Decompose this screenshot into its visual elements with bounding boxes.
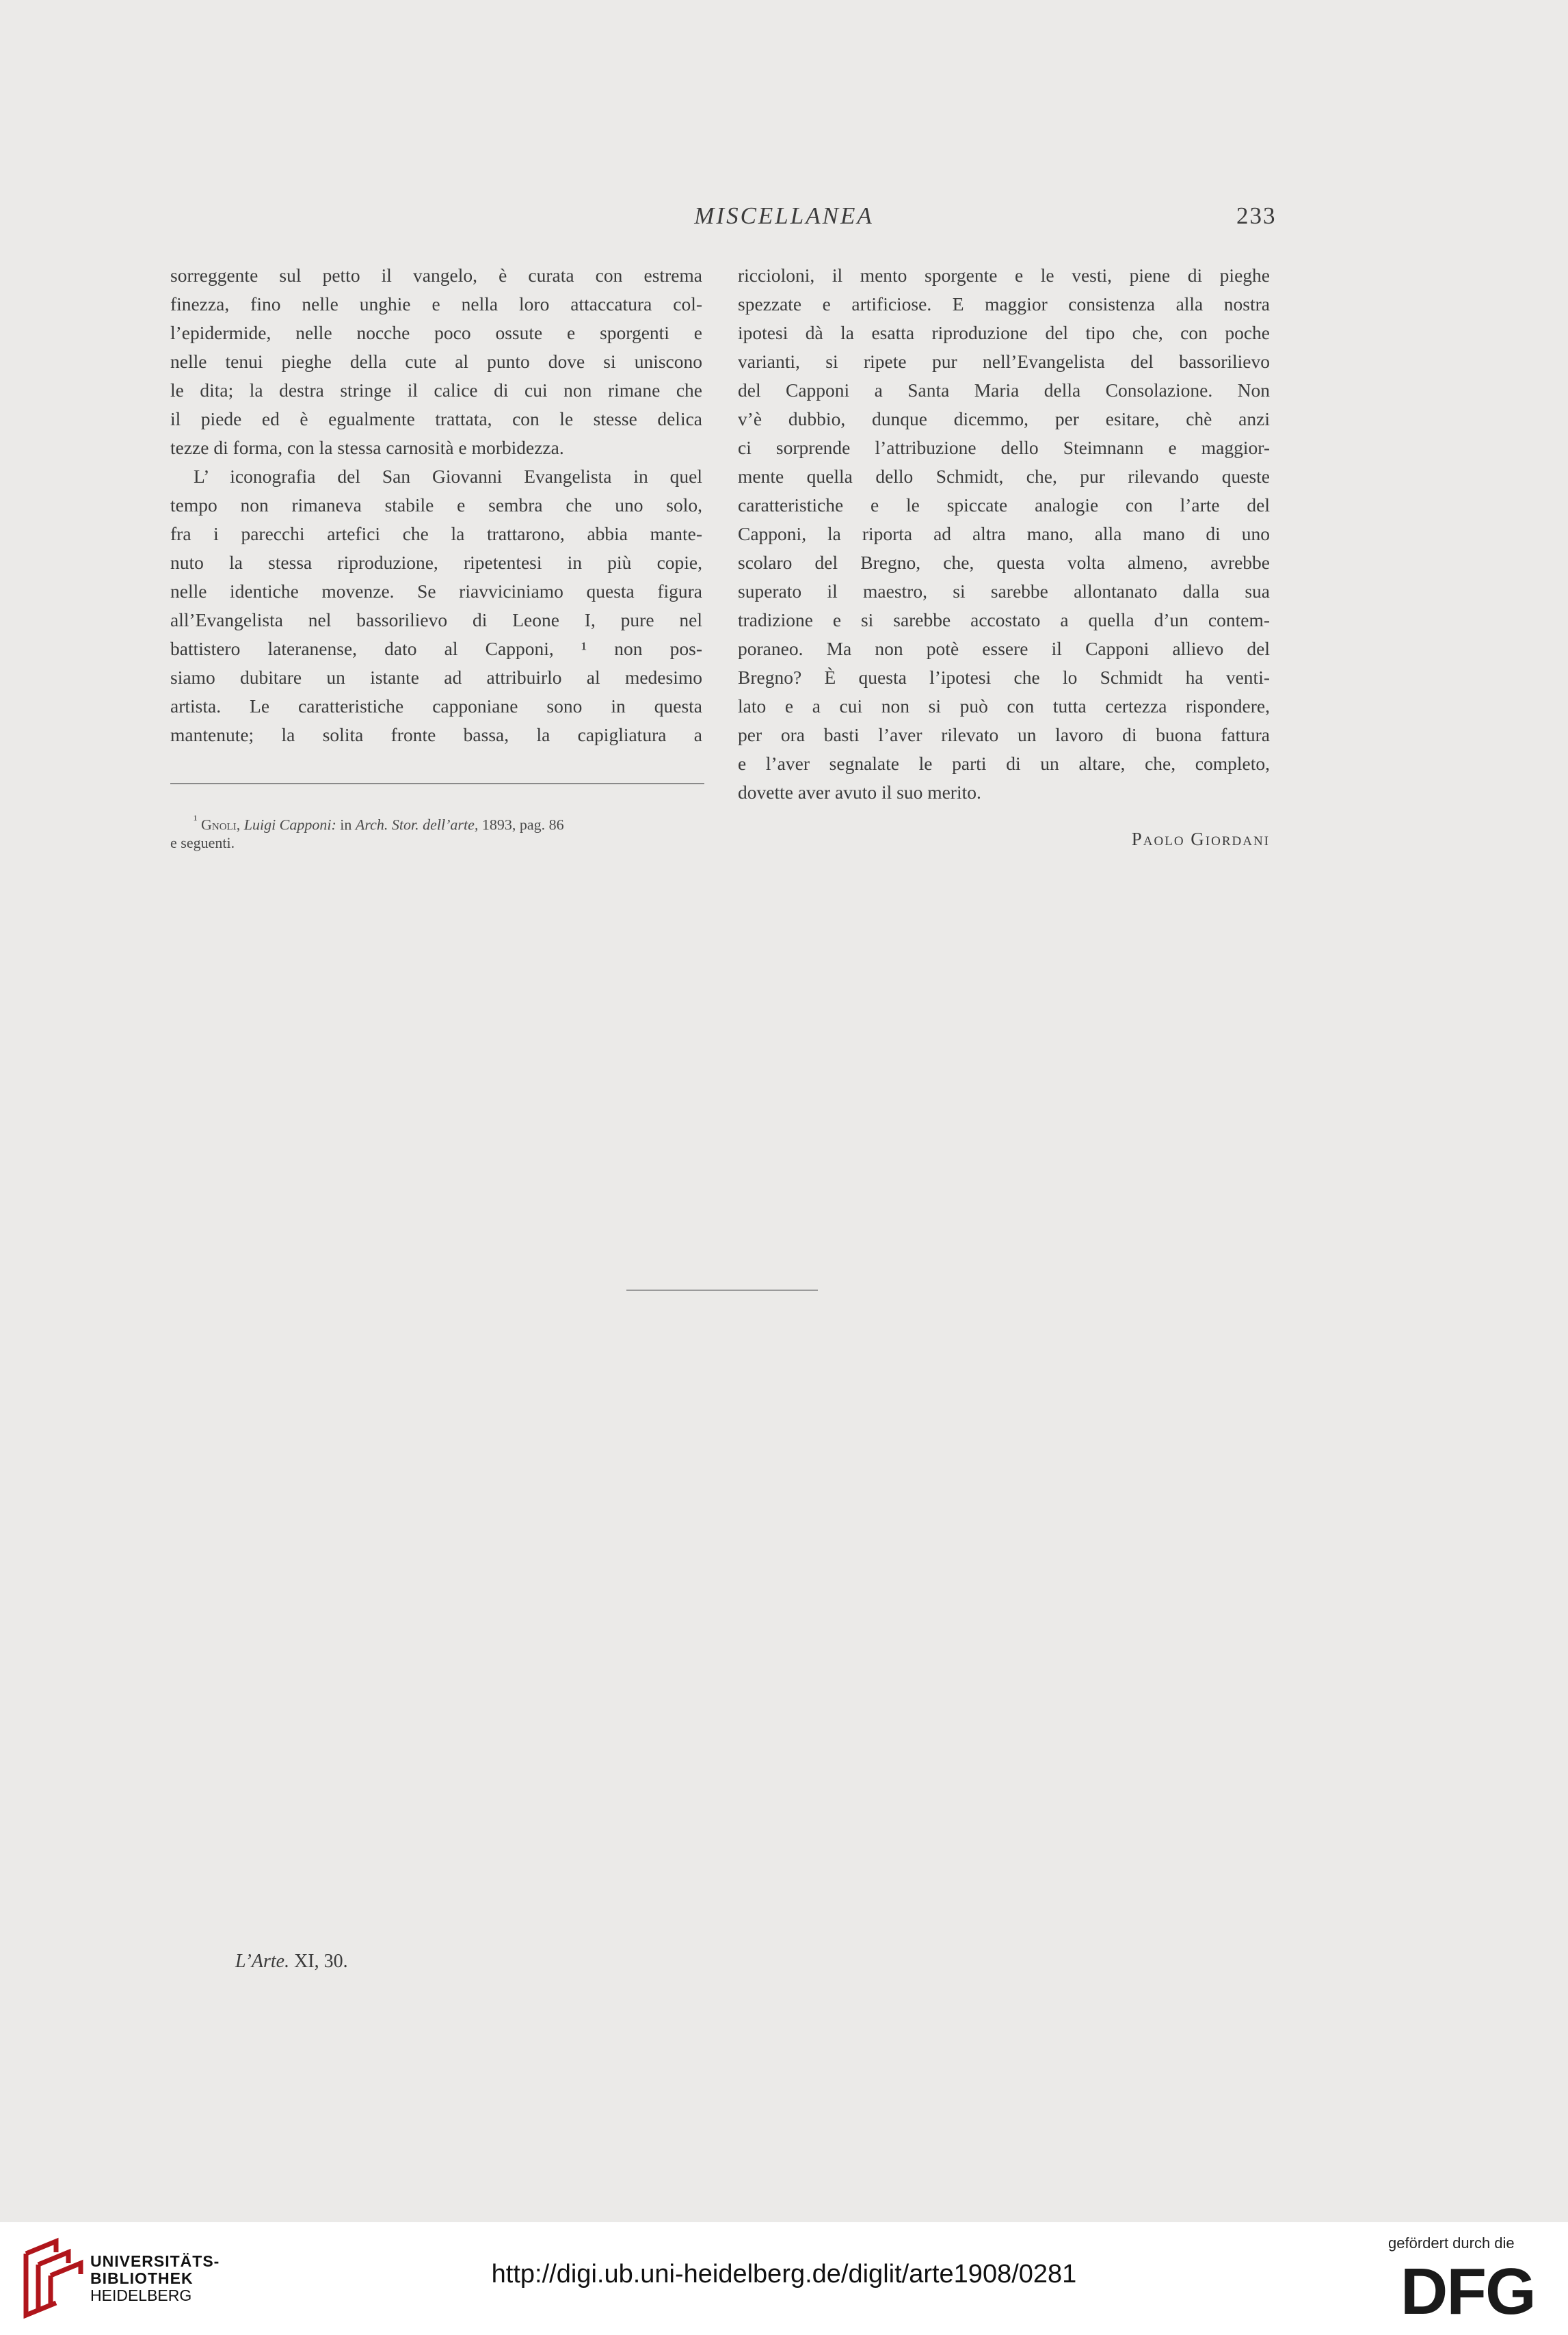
text-line: nuto la stessa riproduzione, ripetentesi in più copie,	[170, 552, 702, 573]
text-line: battistero lateranense, dato al Capponi, ¹ non pos-	[170, 638, 702, 659]
footnote-marker: ¹	[194, 813, 198, 827]
text-line: mente quella dello Schmidt, che, pur rilevando queste	[738, 466, 1270, 487]
text-line: superato il maestro, si sarebbe allontanato dalla sua	[738, 581, 1270, 602]
footnote-line: e seguenti.	[170, 834, 235, 851]
text-line: siamo dubitare un istante ad attribuirlo al medesimo	[170, 667, 702, 688]
text-line: e l’aver segnalate le parti di un altare, che, completo,	[738, 753, 1270, 774]
text-line: tradizione e si sarebbe accostato a quella d’un contem-	[738, 609, 1270, 630]
text-line: per ora basti l’aver rilevato un lavoro di buona fattura	[738, 724, 1270, 745]
footnote-work: Luigi Capponi:	[243, 816, 336, 833]
right-column	[738, 261, 1270, 807]
footnote-details: 1893, pag. 86	[481, 816, 564, 833]
footnote-line	[170, 808, 704, 831]
text-line: le dita; la destra stringe il calice di cui non rimane che	[170, 379, 702, 401]
text-line: varianti, si ripete pur nell’Evangelista del bassorilievo	[738, 351, 1270, 372]
text-line: spezzate e artificiose. E maggior consistenza alla nostra	[738, 293, 1270, 315]
text-line: Capponi, la riporta ad altra mano, alla mano di uno	[738, 523, 1270, 544]
text-line: il piede ed è egualmente trattata, con le stesse delica	[170, 408, 702, 429]
text-line: L’ iconografia del San Giovanni Evangelista in quel	[194, 466, 702, 487]
journal-abbrev: L’Arte.	[235, 1951, 290, 1972]
text-line: dovette aver avuto il suo merito.	[738, 782, 981, 803]
section-divider	[626, 1290, 818, 1291]
text-line: nelle identiche movenze. Se riavviciniamo questa figura	[170, 581, 702, 602]
footnote-rule	[170, 783, 704, 784]
text-line: l’epidermide, nelle nocche poco ossute e sporgenti e	[170, 322, 702, 343]
footnote-in: in	[340, 816, 352, 833]
paragraph-3	[738, 261, 1270, 807]
text-line: del Capponi a Santa Maria della Consolazione. Non	[738, 379, 1270, 401]
text-line: poraneo. Ma non potè essere il Capponi allievo del	[738, 638, 1270, 659]
text-line: lato e a cui non si può con tutta certezza rispondere,	[738, 695, 1270, 717]
library-line-2: BIBLIOTHEK	[90, 2269, 194, 2287]
text-line: v’è dubbio, dunque dicemmo, per esitare, chè anzi	[738, 408, 1270, 429]
text-line: artista. Le caratteristiche capponiane sono in questa	[170, 695, 702, 717]
text-line: tezze di forma, con la stessa carnosità e morbidezza.	[170, 437, 564, 458]
running-head	[0, 202, 1568, 232]
paragraph-2	[170, 462, 702, 749]
text-line: riccioloni, il mento sporgente e le vesti, piene di pieghe	[738, 265, 1270, 286]
text-line: all’Evangelista nel bassorilievo di Leone I, pure nel	[170, 609, 702, 630]
text-line: scolaro del Bregno, che, questa volta almeno, avrebbe	[738, 552, 1270, 573]
running-title: MISCELLANEA	[694, 202, 874, 229]
text-line: ci sorprende l’attribuzione dello Steimnann e maggior-	[738, 437, 1270, 458]
library-line-1: UNIVERSITÄTS-	[90, 2252, 220, 2270]
footnote-journal: Arch. Stor. dell’arte,	[355, 816, 479, 833]
text-line: tempo non rimaneva stabile e sembra che uno solo,	[170, 494, 702, 516]
text-line: fra i parecchi artefici che la trattarono, abbia mante-	[170, 523, 702, 544]
text-line: Bregno? È questa l’ipotesi che lo Schmidt ha venti-	[738, 667, 1270, 688]
paragraph-1	[170, 261, 702, 462]
text-line: caratteristiche e le spiccate analogie con l’arte del	[738, 494, 1270, 516]
funding-label: gefördert durch die	[1388, 2234, 1515, 2252]
footnote-author: Gnoli,	[201, 816, 241, 833]
text-line: ipotesi dà la esatta riproduzione del tipo che, con poche	[738, 322, 1270, 343]
text-line: sorreggente sul petto il vangelo, è curata con estrema	[170, 265, 702, 286]
left-column	[170, 261, 702, 749]
page-number: 233	[1236, 202, 1277, 229]
dfg-logo-icon[interactable]: DFG	[1400, 2255, 1535, 2328]
library-line-3: HEIDELBERG	[90, 2286, 192, 2304]
permalink[interactable]: http://digi.ub.uni-heidelberg.de/diglit/arte1908/0281	[491, 2260, 1077, 2289]
text-line: finezza, fino nelle unghie e nella loro attaccatura col-	[170, 293, 702, 315]
footnote	[170, 808, 704, 855]
text-line: nelle tenui pieghe della cute al punto dove si uniscono	[170, 351, 702, 372]
signature-mark	[235, 1951, 348, 1973]
text-line: mantenute; la solita fronte bassa, la capigliatura a	[170, 724, 702, 745]
volume-ref: XI, 30.	[294, 1951, 348, 1972]
author-signature: Paolo Giordani	[1131, 829, 1270, 849]
